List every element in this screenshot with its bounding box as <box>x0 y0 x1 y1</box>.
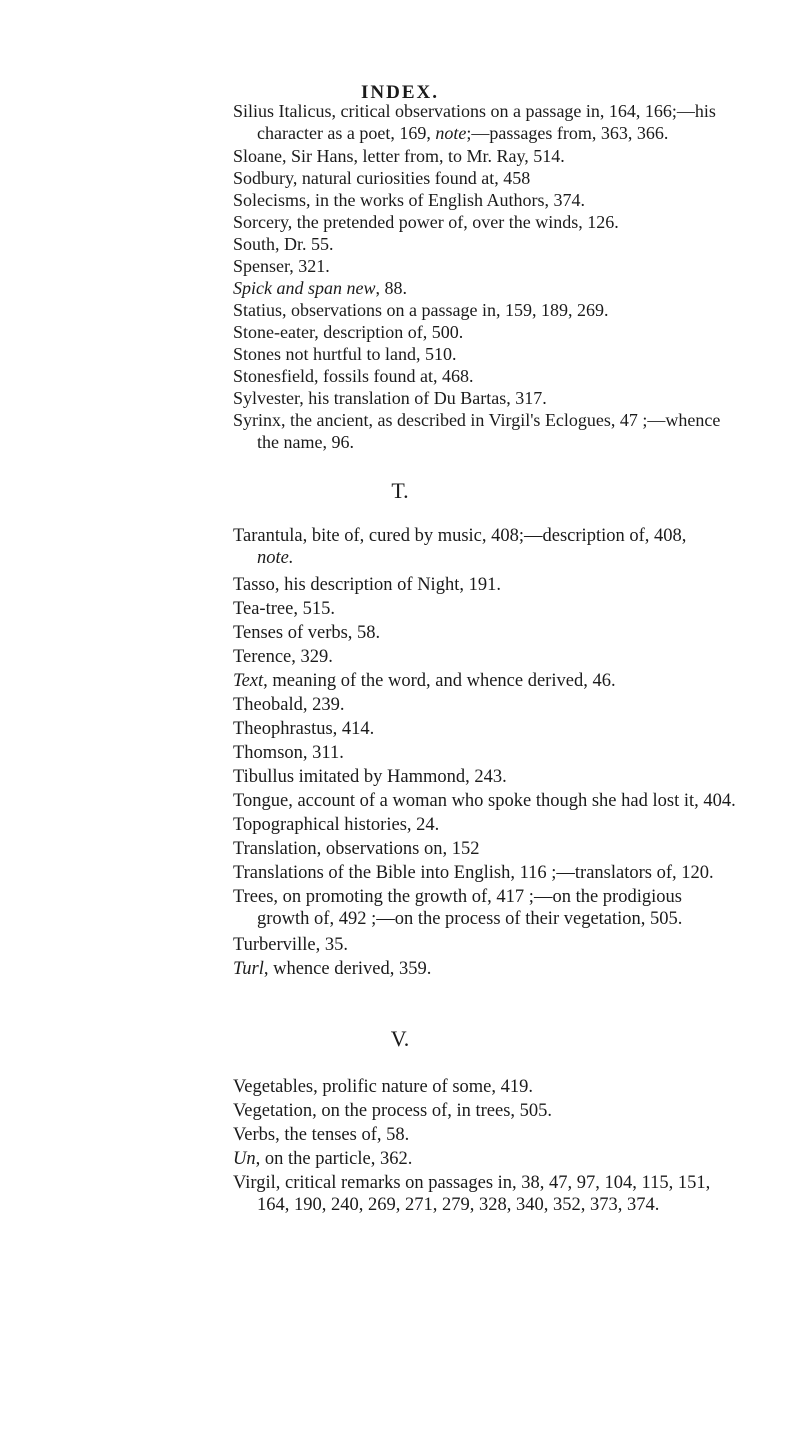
entry-line: Sodbury, natural curiosities found at, 458 <box>233 168 531 188</box>
entry-line-continued: the name, 96. <box>257 432 354 452</box>
index-entry <box>233 1076 793 1098</box>
entry-line-continued: growth of, 492 ;—on the process of their vegetation, 505. <box>257 909 683 929</box>
entry-line: Tenses of verbs, 58. <box>233 623 381 643</box>
section-heading-t: T. <box>391 478 409 503</box>
index-entry <box>233 886 793 930</box>
index-entry <box>233 694 793 716</box>
entry-line: Vegetation, on the process of, in trees, 505. <box>233 1101 553 1121</box>
index-entry <box>233 838 793 860</box>
entry-line: Sloane, Sir Hans, letter from, to Mr. Ray, 514. <box>233 146 565 166</box>
index-entry <box>233 958 793 980</box>
index-entry <box>233 1148 793 1170</box>
index-entry <box>233 1100 793 1122</box>
entry-line: Vegetables, prolific nature of some, 419. <box>233 1077 534 1097</box>
running-head: INDEX. <box>361 82 439 103</box>
index-entry <box>233 387 793 409</box>
index-entry <box>233 790 793 812</box>
index-entry <box>233 1172 793 1216</box>
index-entry <box>233 189 793 211</box>
index-entry <box>233 766 793 788</box>
entry-line: Thomson, 311. <box>233 743 344 763</box>
entry-line: Tibullus imitated by Hammond, 243. <box>233 767 507 787</box>
index-entry <box>233 299 793 321</box>
index-entry <box>233 233 793 255</box>
entry-line: Spenser, 321. <box>233 256 330 276</box>
entry-line: Sorcery, the pretended power of, over the winds, 126. <box>233 212 619 232</box>
entry-line: Theophrastus, 414. <box>233 719 375 739</box>
index-entry <box>233 814 793 836</box>
entry-line: Turl, whence derived, 359. <box>233 959 432 979</box>
entry-line: Tasso, his description of Night, 191. <box>233 575 501 595</box>
entry-line: Theobald, 239. <box>233 695 345 715</box>
entry-line: Verbs, the tenses of, 58. <box>233 1125 410 1145</box>
index-entry <box>233 670 793 692</box>
index-entry <box>233 343 793 365</box>
index-entry <box>233 934 793 956</box>
index-entry <box>233 365 793 387</box>
entry-line: Un, on the particle, 362. <box>233 1149 413 1169</box>
section-heading-v: V. <box>390 1026 410 1051</box>
entry-line: Translation, observations on, 152 <box>233 839 480 859</box>
index-entry <box>233 525 793 569</box>
entry-line: Statius, observations on a passage in, 159, 189, 269. <box>233 300 609 320</box>
index-entry <box>233 1124 793 1146</box>
entry-line: Terence, 329. <box>233 647 333 667</box>
entry-line: Spick and span new, 88. <box>233 278 407 298</box>
entry-line: Topographical histories, 24. <box>233 815 440 835</box>
index-entry <box>233 277 793 299</box>
index-entry <box>233 167 793 189</box>
entry-line: Syrinx, the ancient, as described in Virgil's Eclogues, 47 ;—whence <box>233 410 721 430</box>
entry-line: Stones not hurtful to land, 510. <box>233 344 457 364</box>
index-entry <box>233 718 793 740</box>
entry-line: Turberville, 35. <box>233 935 348 955</box>
entry-line: South, Dr. 55. <box>233 234 334 254</box>
index-entry <box>233 622 793 644</box>
entry-line: Tongue, account of a woman who spoke though she had lost it, 404. <box>233 791 736 811</box>
index-entry <box>233 574 793 596</box>
index-entry <box>233 321 793 343</box>
entry-line: Translations of the Bible into English, 116 ;—translators of, 120. <box>233 863 714 883</box>
index-entry <box>233 646 793 668</box>
index-entry <box>233 742 793 764</box>
entry-line: Virgil, critical remarks on passages in, 38, 47, 97, 104, 115, 151, <box>233 1173 711 1193</box>
index-entry <box>233 145 793 167</box>
entry-line: Stone-eater, description of, 500. <box>233 322 464 342</box>
index-entry <box>233 100 793 144</box>
entry-line-continued: note. <box>257 548 294 568</box>
entry-line: Text, meaning of the word, and whence derived, 46. <box>233 671 616 691</box>
index-entry <box>233 211 793 233</box>
index-entry <box>233 255 793 277</box>
entry-line: Solecisms, in the works of English Authors, 374. <box>233 190 585 210</box>
entry-line: Tea-tree, 515. <box>233 599 335 619</box>
entry-line: Stonesfield, fossils found at, 468. <box>233 366 474 386</box>
entry-line: Trees, on promoting the growth of, 417 ;—on the prodigious <box>233 887 682 907</box>
entry-line: Tarantula, bite of, cured by music, 408;—description of, 408, <box>233 526 687 546</box>
index-entry <box>233 409 793 453</box>
entry-line: Sylvester, his translation of Du Bartas, 317. <box>233 388 547 408</box>
index-entry <box>233 862 793 884</box>
entry-line: Silius Italicus, critical observations on a passage in, 164, 166;—his <box>233 101 716 121</box>
index-entry <box>233 598 793 620</box>
entry-line-continued: character as a poet, 169, note;—passages from, 363, 366. <box>257 123 669 143</box>
entry-line-continued: 164, 190, 240, 269, 271, 279, 328, 340, 352, 373, 374. <box>257 1195 660 1215</box>
